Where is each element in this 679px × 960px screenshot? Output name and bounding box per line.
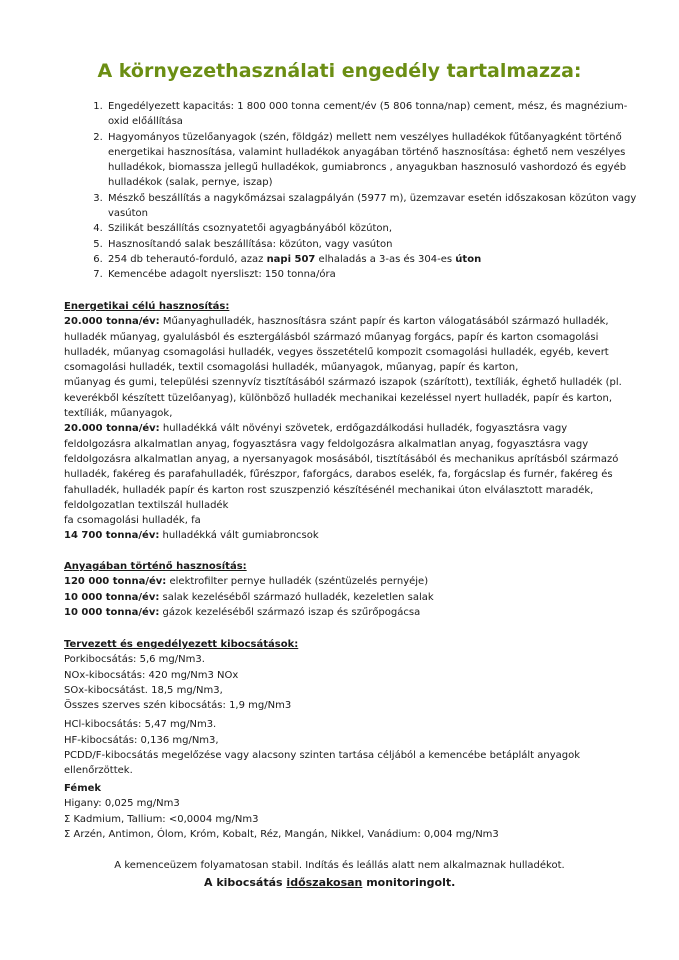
material-section [64, 559, 624, 620]
footer-text: monitoringolt. [362, 876, 456, 889]
quantity-label: 120 000 tonna/év: [64, 576, 167, 588]
emission-line: HF-kibocsátás: 0,136 mg/Nm3, [64, 734, 219, 746]
quantity-label: 10 000 tonna/év: [64, 591, 160, 603]
list-item: 4. Szilikát beszállítás csoznyatetői agyagbányából közúton, [106, 221, 638, 236]
energy-section [64, 299, 624, 544]
list-item-text: 254 db teherautó-forduló, azaz [108, 253, 267, 265]
list-item: 7. Kemencébe adagolt nyersliszt: 150 tonna/óra [106, 267, 638, 282]
list-item: 3. Mészkő beszállítás a nagykőmázsai szalagpályán (5977 m), üzemzavar esetén időszakosan közúton vagy vasúton [106, 191, 638, 222]
footer-note: A kemenceüzem folyamatosan stabil. Indítás és leállás alatt nem alkalmaznak hulladékot. [114, 860, 565, 871]
list-item: 1. Engedélyezett kapacitás: 1 800 000 tonna cement/év (5 806 tonna/nap) cement, mész, és magnézium-oxid előállítása [106, 99, 638, 130]
material-row [64, 574, 624, 589]
footer-underlined: időszakosan [286, 876, 363, 889]
emission-line: HCl-kibocsátás: 5,47 mg/Nm3. [64, 719, 217, 731]
energy-paragraph [64, 314, 624, 375]
list-item-text: elhaladás a 3-as és 304-es [315, 253, 456, 265]
paragraph-text: hulladékká vált gumiabroncsok [159, 530, 319, 542]
energy-heading: Energetikai célú hasznosítás: [64, 301, 230, 312]
energy-paragraph-cont: műanyag és gumi, települési szennyvíz tisztításából származó iszapok (szárított), textíliák, éghető hulladék (pl. keverékből készített tüzelőanyag), különböző hulladék mechanikai kezeléssel nyert hulladék, papír és karton, textíliák, műanyagok, [64, 377, 622, 420]
paragraph-text: Műanyaghulladék, hasznosításra szánt papír és karton válogatásából származó hulladék, hulladék műanyag, gyalulásból és esztergálásból származó műanyag forgács, papír és karton csomagolási hulladék, műanyag csomagolási hulladék, vegyes összetételű kompozit csomagolási hulladék, egyéb, kevert csomagolási hulladék, textil csomagolási hulladék, műanyagok, műanyag, papír és karton, [64, 316, 609, 374]
page-title: A környezethasználati engedély tartalmazza: [97, 60, 582, 82]
emission-line: PCDD/F-kibocsátás megelőzése vagy alacsony szinten tartása céljából a kemencébe betáplált anyagok ellenőrzöttek. [64, 750, 581, 777]
material-row [64, 590, 624, 605]
quantity-label: 14 700 tonna/év: [64, 530, 160, 542]
metals-section [64, 781, 624, 842]
metal-line: Σ Kadmium, Tallium: <0,0004 mg/Nm3 [64, 813, 259, 825]
quantity-label: 10 000 tonna/év: [64, 606, 160, 618]
list-item-bold: úton [455, 253, 482, 265]
emission-line: NOx-kibocsátás: 420 mg/Nm3 NOx [64, 669, 239, 681]
footer-text: A kibocsátás [204, 876, 287, 889]
footer-monitoring [204, 876, 455, 889]
emission-line: Porkibocsátás: 5,6 mg/Nm3. [64, 654, 205, 666]
list-item-bold: napi 507 [266, 253, 316, 265]
emission-line: Összes szerves szén kibocsátás: 1,9 mg/Nm3 [64, 700, 292, 712]
emissions-heading: Tervezett és engedélyezett kibocsátások: [64, 639, 299, 650]
emissions-section [64, 637, 624, 779]
metals-heading: Fémek [64, 783, 102, 794]
energy-paragraph-cont: fa csomagolási hulladék, fa [64, 515, 201, 527]
row-text: elektrofilter pernye hulladék (széntüzelés pernyéje) [166, 576, 429, 588]
permit-list [64, 99, 638, 283]
emission-line: SOx-kibocsátást. 18,5 mg/Nm3, [64, 684, 223, 696]
metal-line: Σ Arzén, Antimon, Ólom, Króm, Kobalt, Réz, Mangán, Nikkel, Vanádium: 0,004 mg/Nm3 [64, 828, 499, 840]
material-row [64, 605, 624, 620]
paragraph-text: hulladékká vált növényi szövetek, erdőgazdálkodási hulladék, fogyasztásra vagy feldolgozásra alkalmatlan anyag, fogyasztásra vagy feldolgozásra alkalmatlan anyag, fogyasztásra vagy feldolgozásra alkalmatlan anyag, a nyersanyagok mosásából, tisztításából és mechanikus aprításból származó hulladék, fakéreg és parafahulladék, fűrészpor, faforgács, darabos eselék, fa, forgácslap és furnér, fakéreg és fahulladék, hulladék papír és karton rost szuszpenzió készítésénél mechanikai úton elválasztott maradék, feldolgozatlan textilszál hulladék [64, 423, 619, 511]
quantity-label: 20.000 tonna/év: [64, 423, 160, 435]
energy-paragraph [64, 421, 624, 513]
list-item: 2. Hagyományos tüzelőanyagok (szén, földgáz) mellett nem veszélyes hulladékok fűtőanyagként történő energetikai hasznosítása, valamint hulladékok anyagában történő hasznosítása: éghető nem veszélyes hulladékok, biomassza jellegű hulladékok, gumiabroncs , anyagukban hasznosuló vashordozó és egyéb hulladékok (salak, pernye, iszap) [106, 130, 638, 191]
row-text: gázok kezeléséből származó iszap és szűrőpogácsa [159, 606, 421, 618]
energy-paragraph [64, 528, 624, 543]
list-item: 5. Hasznosítandó salak beszállítása: közúton, vagy vasúton [106, 237, 638, 252]
metal-line: Higany: 0,025 mg/Nm3 [64, 798, 180, 810]
quantity-label: 20.000 tonna/év: [64, 316, 160, 328]
material-heading: Anyagában történő hasznosítás: [64, 561, 247, 572]
row-text: salak kezeléséből származó hulladék, kezeletlen salak [159, 591, 434, 603]
list-item [106, 252, 638, 267]
